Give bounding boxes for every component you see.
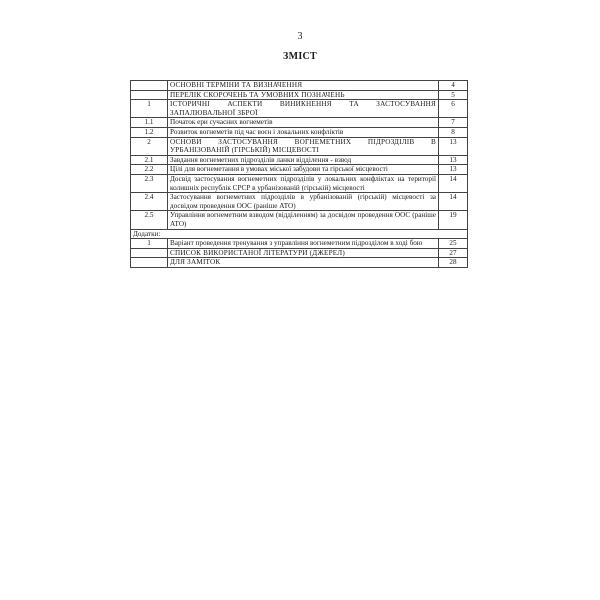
toc-section-number: 1: [131, 239, 168, 249]
toc-section-title: Завдання вогнеметних підрозділів ланки відділення - взвод: [168, 155, 439, 165]
toc-section-number: 1: [131, 100, 168, 118]
toc-row: [131, 155, 468, 165]
toc-section-title: ДЛЯ ЗАМІТОК: [168, 258, 439, 268]
toc-section-title: Цілі для вогнеметання в умовах міської забудови та гірської місцевості: [168, 165, 439, 175]
toc-appendix-row: [131, 229, 468, 239]
toc-section-number: 2.4: [131, 193, 168, 211]
toc-page-number: 4: [439, 81, 468, 91]
toc-row: [131, 239, 468, 249]
toc-row: [131, 258, 468, 268]
toc-page-number: 8: [439, 127, 468, 137]
toc-row: [131, 81, 468, 91]
toc-section-title: Розвиток вогнеметів під час воєн і локальних конфліктів: [168, 127, 439, 137]
toc-section-title: Варіант проведення тренування з управління вогнеметним підрозділом в ході бою: [168, 239, 439, 249]
toc-section-number: [131, 258, 168, 268]
toc-row: [131, 118, 468, 128]
toc-page-number: 5: [439, 90, 468, 100]
toc-row: [131, 165, 468, 175]
toc-row: [131, 100, 468, 118]
toc-section-number: 1.2: [131, 127, 168, 137]
toc-body: [131, 81, 468, 268]
toc-section-number: [131, 90, 168, 100]
toc-page-number: 6: [439, 100, 468, 118]
toc-page-number: 14: [439, 193, 468, 211]
toc-page-number: 28: [439, 258, 468, 268]
toc-section-title: Досвід застосування вогнеметних підрозділів у локальних конфліктах на території колишніх республік СРСР в урбанізованій (гірській) місцевості: [168, 174, 439, 192]
toc-appendix-label: Додатки:: [131, 229, 468, 239]
toc-section-title: ПЕРЕЛІК СКОРОЧЕНЬ ТА УМОВНИХ ПОЗНАЧЕНЬ: [168, 90, 439, 100]
page-title: ЗМІСТ: [283, 51, 317, 62]
toc-section-title: ІСТОРИЧНІ АСПЕКТИ ВИНИКНЕННЯ ТА ЗАСТОСУВАННЯ ЗАПАЛЮВАЛЬНОЇ ЗБРОЇ: [168, 100, 439, 118]
toc-section-number: [131, 248, 168, 258]
toc-row: [131, 90, 468, 100]
toc-page-number: 13: [439, 155, 468, 165]
toc-section-title: ОСНОВИ ЗАСТОСУВАННЯ ВОГНЕМЕТНИХ ПІДРОЗДІЛІВ В УРБАНІЗОВАНІЙ (ГІРСЬКІЙ) МІСЦЕВОСТІ: [168, 137, 439, 155]
toc-section-title: ОСНОВНІ ТЕРМІНИ ТА ВИЗНАЧЕННЯ: [168, 81, 439, 91]
toc-section-title: СПИСОК ВИКОРИСТАНОЇ ЛІТЕРАТУРИ (ДЖЕРЕЛ): [168, 248, 439, 258]
toc-row: [131, 193, 468, 211]
page-number: 3: [297, 31, 303, 42]
toc-row: [131, 137, 468, 155]
toc-row: [131, 248, 468, 258]
toc-section-title: Початок ери сучасних вогнеметів: [168, 118, 439, 128]
toc-row: [131, 127, 468, 137]
toc-page-number: 25: [439, 239, 468, 249]
toc-section-number: 1.1: [131, 118, 168, 128]
toc-section-number: [131, 81, 168, 91]
toc-section-title: Управління вогнеметним взводом (відділенням) за досвідом проведення ООС (раніше АТО): [168, 211, 439, 229]
toc-page-number: 27: [439, 248, 468, 258]
toc-page-number: 19: [439, 211, 468, 229]
toc-row: [131, 211, 468, 229]
toc-section-number: 2: [131, 137, 168, 155]
table-of-contents: [130, 80, 468, 268]
toc-page-number: 13: [439, 137, 468, 155]
toc-page-number: 7: [439, 118, 468, 128]
toc-section-title: Застосування вогнеметних підрозділів в урбанізованій (гірській) місцевості за досвідом проведення ООС (раніше АТО): [168, 193, 439, 211]
toc-section-number: 2.5: [131, 211, 168, 229]
toc-section-number: 2.3: [131, 174, 168, 192]
toc-page-number: 14: [439, 174, 468, 192]
toc-section-number: 2.2: [131, 165, 168, 175]
toc-section-number: 2.1: [131, 155, 168, 165]
toc-page-number: 13: [439, 165, 468, 175]
toc-row: [131, 174, 468, 192]
